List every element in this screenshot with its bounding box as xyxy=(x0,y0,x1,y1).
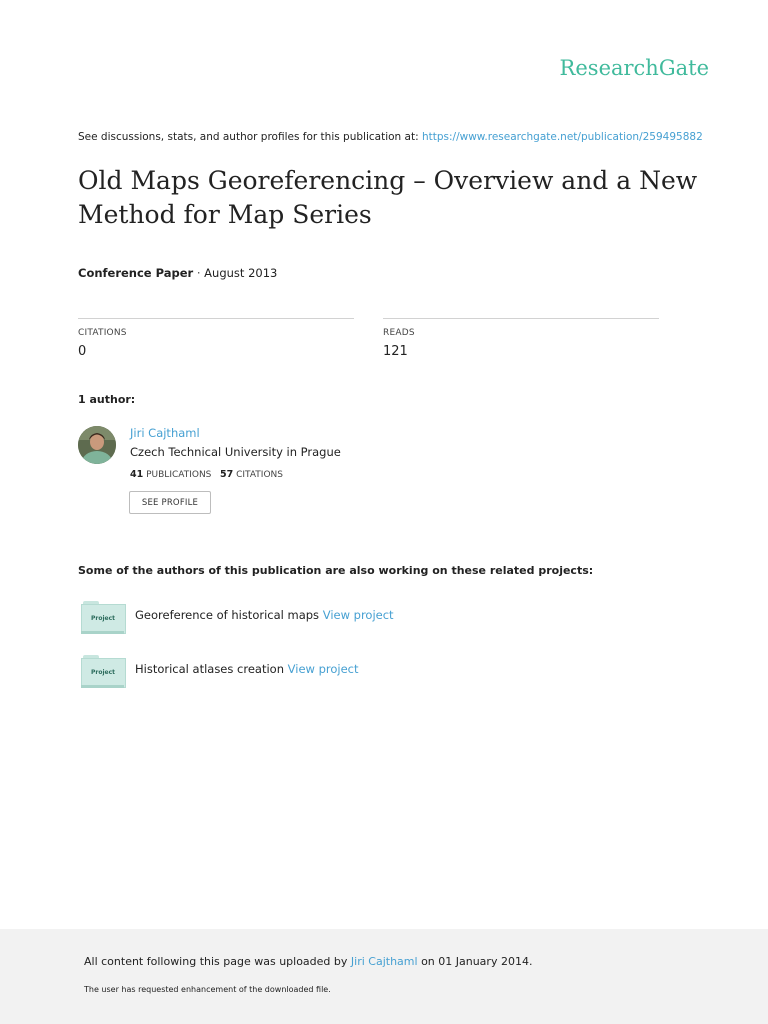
avatar-photo-icon xyxy=(78,426,116,464)
upload-line xyxy=(84,955,532,968)
reads-label: READS xyxy=(383,328,415,338)
publication-date: August 2013 xyxy=(204,266,278,280)
reads-stat xyxy=(383,318,659,359)
view-project-link[interactable]: View project xyxy=(322,608,394,622)
author-citations-count: 57 xyxy=(219,469,234,480)
researchgate-logo[interactable]: ResearchGate xyxy=(559,56,709,80)
see-profile-button[interactable]: SEE PROFILE xyxy=(129,491,211,514)
publication-meta xyxy=(78,266,277,280)
publication-title: Old Maps Georeferencing – Overview and a New Method for Map Series xyxy=(78,166,698,229)
authors-heading: 1 author: xyxy=(78,393,136,406)
uploader-link[interactable]: Jiri Cajthaml xyxy=(350,955,418,968)
publication-url-link[interactable]: https://www.researchgate.net/publication/259495882 xyxy=(421,131,703,143)
author-name-link[interactable]: Jiri Cajthaml xyxy=(130,426,200,440)
author-citations-label: CITATIONS xyxy=(236,470,283,480)
reads-value: 121 xyxy=(383,344,408,359)
author-avatar[interactable] xyxy=(78,426,116,464)
citations-stat xyxy=(78,318,354,359)
discussion-line xyxy=(78,131,703,143)
project-folder-icon[interactable] xyxy=(81,655,125,689)
folder-shade xyxy=(81,631,124,634)
upload-suffix: on 01 January 2014. xyxy=(421,955,533,968)
footer xyxy=(0,929,768,1024)
folder-label: Project xyxy=(90,669,116,676)
citations-value: 0 xyxy=(78,344,87,359)
project-text xyxy=(135,662,359,676)
author-publications-label: PUBLICATIONS xyxy=(146,470,212,480)
author-stats xyxy=(130,469,283,480)
discussion-prefix: See discussions, stats, and author profiles for this publication at: xyxy=(78,131,419,143)
related-projects-heading: Some of the authors of this publication are also working on these related projects: xyxy=(78,564,594,577)
folder-label: Project xyxy=(90,615,116,622)
publication-type: Conference Paper xyxy=(78,266,194,280)
author-publications-count: 41 xyxy=(130,469,144,480)
upload-prefix: All content following this page was uploaded by xyxy=(84,955,348,968)
project-name: Georeference of historical maps xyxy=(135,608,320,622)
project-name: Historical atlases creation xyxy=(135,662,284,676)
meta-separator: · xyxy=(196,266,201,280)
view-project-link[interactable]: View project xyxy=(287,662,359,676)
citations-label: CITATIONS xyxy=(78,328,127,338)
project-folder-icon[interactable] xyxy=(81,601,125,635)
enhancement-note: The user has requested enhancement of the downloaded file. xyxy=(84,985,331,994)
author-institution: Czech Technical University in Prague xyxy=(130,445,341,459)
project-text xyxy=(135,608,394,622)
folder-shade xyxy=(81,685,124,688)
